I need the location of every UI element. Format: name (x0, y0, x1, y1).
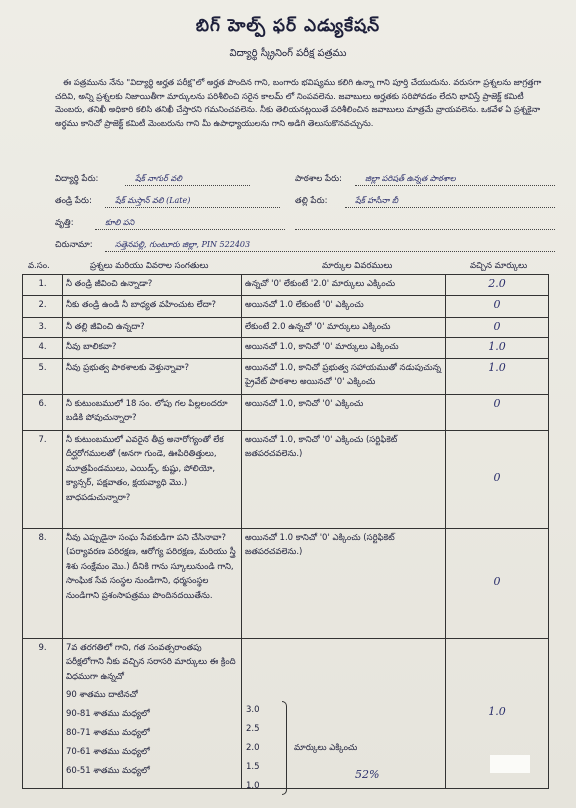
row-marks-cell (242, 638, 446, 791)
student-info-section (55, 174, 555, 262)
document-title: బిగ్ హెల్ప్ ఫర్ ఎడ్యుకేషన్ (195, 16, 381, 36)
dotted-line (355, 185, 555, 186)
grade-band-value: 3.0 (246, 704, 260, 715)
row-question: నీ కుటుంబములో 18 సం. లోపు గల పిల్లలందరూ బడికి పోవుచున్నారా? (63, 394, 242, 430)
father-name-value: షేక్ మస్తాన్ వలి (Late) (115, 196, 191, 205)
mother-name-value: షేక్ హసీనా బీ (355, 196, 399, 205)
grade-band-range: 70-61 శాతము మధ్యలో (66, 747, 150, 757)
row-question: నీ తల్లి జీవించి ఉన్నదా? (63, 317, 242, 338)
row-score: 0 (493, 471, 501, 485)
occupation-value: కూలి పని (105, 218, 135, 227)
brace-icon (282, 701, 287, 795)
father-name-label: తండ్రి పేరు: (55, 196, 92, 206)
row-marks-rule: అయినచో 1.0, కానిచో '0' మార్కులు ఎక్కించు (242, 338, 446, 359)
table-row (23, 394, 549, 430)
row-question: 7వ తరగతిలో గాని, గత సంవత్సరాంతపు పరీక్షలోగాని నీకు వచ్చిన సరాసరి మార్కులు ఈ క్రింది విధముగా ఉన్నచో (66, 642, 236, 682)
table-row (23, 358, 549, 394)
dotted-line (345, 207, 555, 208)
screening-table (22, 274, 549, 789)
row-number: 5. (23, 358, 63, 394)
grade-band-value: 1.5 (246, 761, 260, 772)
grade-band-range: 90-81 శాతము మధ్యలో (66, 709, 150, 719)
row-question: నీవు ఎప్పుడైనా సంఘ సేవకుడిగా పని చేసినావా? (పర్యావరణ పరిరక్షణ, ఆరోగ్య పరిరక్షణ, మరియు స్త్రీ శిశు సంక్షేమం మొ.) దీనికి గాను స్కూలునుండి గాని, సాంఘిక సేవ సంస్థల నుండిగాని, ధర్మసంస్థల నుండిగాని ప్రశంసాపత్రము పొందినదయితేను. (63, 528, 242, 638)
dotted-line (105, 251, 555, 252)
row-marks-rule: అయినచో 1.0, కానిచో ప్రభుత్వ సహాయముతో నడుపుచున్న ప్రైవేట్ పాఠశాల అయినచో '0' ఎక్కించు (242, 358, 446, 394)
table-row (23, 338, 549, 359)
school-name-label: పాఠశాల పేరు: (295, 174, 342, 184)
occupation-label: వృత్తి: (55, 218, 74, 228)
row-marks-rule: అయినచో 1.0 లేకుంటే '0' ఎక్కించు (242, 295, 446, 317)
row-score: 1.0 (488, 705, 506, 719)
row-score: 0 (493, 297, 501, 311)
grade-band-range: 60-51 శాతము మధ్యలో (66, 766, 150, 776)
row-score: 1.0 (488, 360, 506, 374)
school-name-value: జిల్లా పరిషత్ ఉన్నత పాఠశాల (365, 174, 456, 183)
table-row (23, 295, 549, 317)
row-number: 4. (23, 338, 63, 359)
row-score: 0 (493, 396, 501, 410)
row-marks-rule: మార్కులు ఎక్కించు (294, 742, 358, 753)
row-number: 6. (23, 394, 63, 430)
grade-band-value: 2.0 (246, 742, 260, 753)
grade-bands (66, 686, 238, 781)
info-row-name (55, 174, 555, 196)
row-marks-rule: అయినచో 1.0, కానిచో '0' ఎక్కించు (242, 394, 446, 430)
table-row (23, 275, 549, 296)
row-number: 9. (23, 638, 63, 788)
row-question: నీవు ప్రభుత్వ పాఠశాలకు వెళ్తున్నావా? (63, 358, 242, 394)
instructions-paragraph: ఈ పత్రమును నేను "విద్యార్థి అర్హత పరీక్ష"లో అర్హత పొందిన గాని, బంగారు భవిష్యము కలిగి ఉన్నా గాని పూర్తి చేయుదును. వరుసగా ప్రశ్నలను జాగ్రత్తగా చదివి, అన్ని ప్రశ్నలకు నిజాయితీగా మార్కులను పరిశీలించి సరైన కాలమ్ లో నింపవలెను. జవాబులు అర్హతకు సరిపోవడం లేదని భావిస్తే ప్రాజెక్ట్ కమిటీ మెంబరు, తనిఖీ అధికారి కలిసి తనిఖీ చేస్తారని గమనించవలెను. నీకు తెలియనట్లయితే పరిశీలించిన జవాబులు మాత్రమే వ్రాయవలెను. ఒకవేళ ఏ ప్రశ్నకైనా అర్థము కానిచో ప్రాజెక్ట్ కమిటీ మెంబరును గాని మీ ఉపాధ్యాయులను గాని అడిగి తెలుసుకొనవచ్చును. (55, 77, 542, 128)
dotted-line (95, 229, 285, 230)
info-row-address (55, 240, 555, 262)
table-row (23, 317, 549, 338)
col-header-score: వచ్చిన మార్కులు (470, 261, 528, 271)
row-question: నీవు బాలికవా? (63, 338, 242, 359)
student-name-value: షేక్ నాగుర్ వలి (135, 174, 183, 183)
table-row (23, 528, 549, 638)
row-number: 2. (23, 295, 63, 317)
row-score: 2.0 (488, 277, 506, 290)
row-question: నీ తండ్రి జీవించి ఉన్నాడా? (63, 275, 242, 296)
row-marks-rule: అయినచో 1.0 కానిచో '0' ఎక్కించు (సర్టిఫికెట్ జతపరచవలెను.) (242, 528, 446, 638)
row-marks-rule: ఉన్నచో '0' లేకుంటే '2.0' మార్కులు ఎక్కించు (242, 275, 446, 296)
dotted-line (295, 229, 555, 230)
grade-band-range: 80-71 శాతము మధ్యలో (66, 728, 150, 738)
info-row-occupation (55, 218, 555, 240)
grade-band-value: 1.0 (246, 780, 260, 791)
col-header-question: ప్రశ్నలు మరియు వివరాల సంగతులు (90, 261, 209, 271)
dotted-line (125, 185, 250, 186)
correction-patch (490, 755, 530, 773)
row-number: 7. (23, 430, 63, 528)
grade-band-range: 90 శాతము దాటినచో (66, 690, 138, 700)
table-row (23, 638, 549, 788)
row-number: 8. (23, 528, 63, 638)
grade-band-value: 2.5 (246, 723, 260, 734)
col-header-no: వ.సం. (28, 261, 50, 271)
row-score: 1.0 (488, 340, 506, 353)
row-marks-rule: లేకుంటే 2.0 ఉన్నచో '0' మార్కులు ఎక్కించు (242, 317, 446, 338)
dotted-line (105, 207, 280, 208)
row-number: 3. (23, 317, 63, 338)
student-name-label: విద్యార్థి పేరు: (55, 174, 99, 184)
row-marks-rule: అయినచో 1.0, కానిచో '0' ఎక్కించు (సర్టిఫికెట్ జతపరచవలెను.) (242, 430, 446, 528)
row-score: 0 (493, 319, 501, 333)
row-number: 1. (23, 275, 63, 296)
row-question: నీ కుటుంబములో ఎవరైన తీవ్ర అనారోగ్యంతో లేక దీర్ఘరోగములతో (అనగా గుండె, ఊపిరితిత్తులు, మూత్రపిండములు, ఎయిడ్స్, కుష్టు, పోలియో, క్యాన్సర్, పక్షవాతం, క్షయవ్యాధి మొ.) బాధపడుచున్నారా? (63, 430, 242, 528)
row-score: 0 (493, 575, 501, 589)
row-question-cell (63, 638, 242, 788)
row-question: నీకు తండ్రి ఉండి నీ బాధ్యత వహించుట లేదా? (63, 295, 242, 317)
grade-band-values (246, 701, 260, 796)
handwritten-percentage: 52% (355, 768, 380, 781)
document-subtitle: విద్యార్థి స్క్రీనింగ్ పరీక్ష పత్రము (229, 48, 347, 59)
table-row (23, 430, 549, 528)
mother-name-label: తల్లి పేరు: (295, 196, 328, 206)
address-label: చిరునామా: (55, 240, 93, 250)
address-value: సత్తెనపల్లి, గుంటూరు జిల్లా, PIN 522403 (115, 240, 251, 249)
col-header-marks: మార్కుల వివరములు (322, 261, 393, 271)
info-row-parents (55, 196, 555, 218)
